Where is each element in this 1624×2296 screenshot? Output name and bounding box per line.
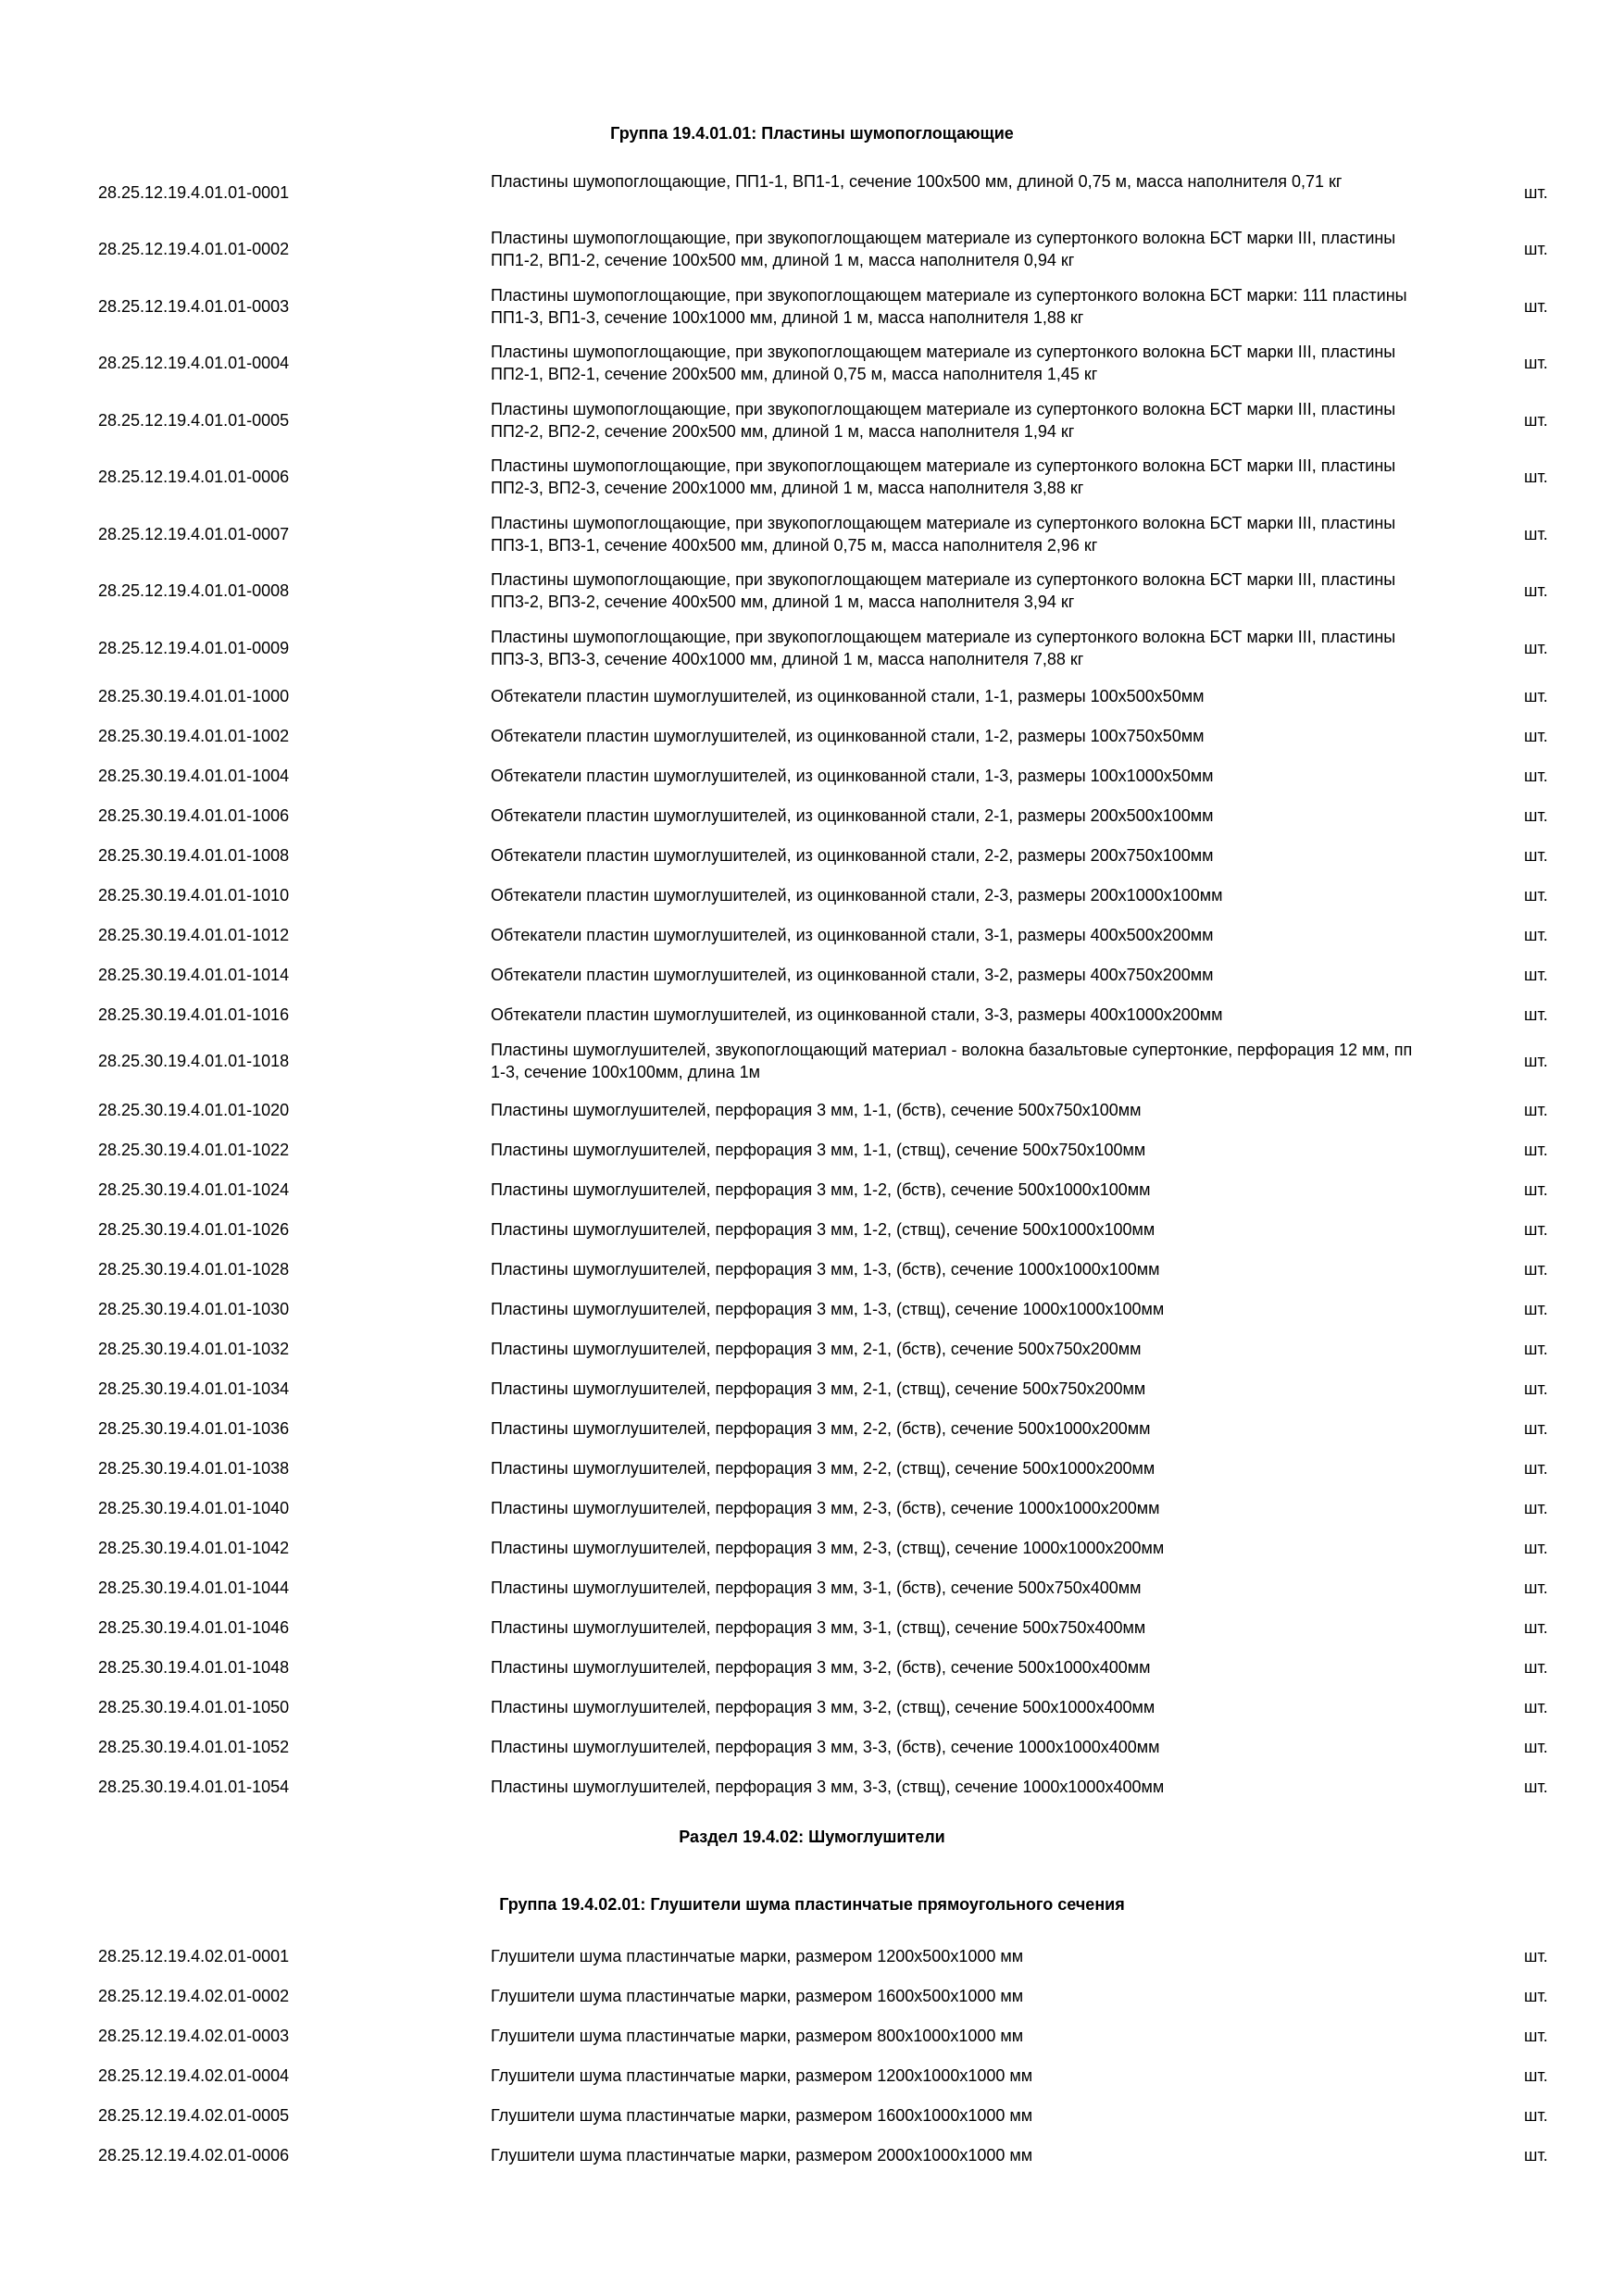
row-description: Пластины шумоглушителей, перфорация 3 мм, 2-3, (бств), сечение 1000х1000х200мм: [491, 1499, 1160, 1517]
row-unit: шт.: [1524, 687, 1548, 705]
row-code: 28.25.12.19.4.02.01-0005: [98, 2106, 290, 2125]
row-code: 28.25.30.19.4.01.01-1004: [98, 767, 290, 785]
row-unit: шт.: [1524, 411, 1548, 430]
row-description: Пластины шумоглушителей, перфорация 3 мм, 1-3, (ствщ), сечение 1000х1000х100мм: [491, 1300, 1165, 1318]
row-description: Глушители шума пластинчатые марки, размером 1200х500х1000 мм: [491, 1947, 1024, 1965]
row-unit: шт.: [1524, 354, 1548, 372]
row-description: Обтекатели пластин шумоглушителей, из оцинкованной стали, 2-3, размеры 200х1000х100мм: [491, 886, 1223, 905]
row-unit: шт.: [1524, 581, 1548, 600]
row-unit: шт.: [1524, 1260, 1548, 1279]
row-code: 28.25.30.19.4.01.01-1014: [98, 966, 290, 984]
row-code: 28.25.30.19.4.01.01-1032: [98, 1340, 290, 1358]
row-code: 28.25.12.19.4.01.01-0005: [98, 411, 290, 430]
group-title-19-4-01-01: Группа 19.4.01.01: Пластины шумопоглощающие: [610, 124, 1014, 143]
row-code: 28.25.30.19.4.01.01-1010: [98, 886, 290, 905]
row-description: Пластины шумоглушителей, перфорация 3 мм, 3-1, (ствщ), сечение 500х750х400мм: [491, 1618, 1146, 1637]
row-description: Обтекатели пластин шумоглушителей, из оцинкованной стали, 2-2, размеры 200х750х100мм: [491, 846, 1214, 865]
row-unit: шт.: [1524, 1987, 1548, 2005]
row-code: 28.25.30.19.4.01.01-1002: [98, 727, 290, 745]
row-unit: шт.: [1524, 1141, 1548, 1159]
row-description: Пластины шумоглушителей, перфорация 3 мм, 2-3, (ствщ), сечение 1000х1000х200мм: [491, 1539, 1165, 1557]
row-unit: шт.: [1524, 525, 1548, 543]
row-description: Пластины шумоглушителей, перфорация 3 мм, 1-3, (бств), сечение 1000х1000х100мм: [491, 1260, 1160, 1279]
row-description: Пластины шумоглушителей, перфорация 3 мм, 2-2, (бств), сечение 500х1000х200мм: [491, 1419, 1151, 1438]
row-unit: шт.: [1524, 183, 1548, 202]
row-unit: шт.: [1524, 1180, 1548, 1199]
row-unit: шт.: [1524, 1578, 1548, 1597]
row-unit: шт.: [1524, 1698, 1548, 1716]
row-code: 28.25.30.19.4.01.01-1016: [98, 1005, 290, 1024]
row-code: 28.25.12.19.4.01.01-0002: [98, 240, 290, 258]
row-code: 28.25.12.19.4.01.01-0004: [98, 354, 290, 372]
row-code: 28.25.12.19.4.02.01-0004: [98, 2066, 290, 2085]
row-description: Пластины шумопоглощающие, при звукопоглощающем материале из супертонкого волокна БСТ марки III, пластины ПП2-2, ВП2-2, сечение 200х500 мм, длиной 1 м, масса наполнителя 1,94 кг: [491, 400, 1396, 441]
row-code: 28.25.30.19.4.01.01-1030: [98, 1300, 290, 1318]
row-unit: шт.: [1524, 1419, 1548, 1438]
row-unit: шт.: [1524, 1340, 1548, 1358]
row-unit: шт.: [1524, 966, 1548, 984]
row-description: Обтекатели пластин шумоглушителей, из оцинкованной стали, 3-3, размеры 400х1000х200мм: [491, 1005, 1223, 1024]
row-unit: шт.: [1524, 846, 1548, 865]
row-code: 28.25.30.19.4.01.01-1038: [98, 1459, 290, 1478]
row-description: Пластины шумоглушителей, перфорация 3 мм, 2-1, (ствщ), сечение 500х750х200мм: [491, 1379, 1146, 1398]
row-code: 28.25.30.19.4.01.01-1042: [98, 1539, 290, 1557]
row-description: Глушители шума пластинчатые марки, размером 1600х500х1000 мм: [491, 1987, 1024, 2005]
row-description: Пластины шумопоглощающие, при звукопоглощающем материале из супертонкого волокна БСТ марки: 111 пластины ПП1-3, ВП1-3, сечение 100х1000 мм, длиной 1 м, масса наполнителя 1,88 кг: [491, 286, 1407, 327]
row-code: 28.25.30.19.4.01.01-1022: [98, 1141, 290, 1159]
row-description: Пластины шумоглушителей, перфорация 3 мм, 2-2, (ствщ), сечение 500х1000х200мм: [491, 1459, 1156, 1478]
row-unit: шт.: [1524, 1220, 1548, 1239]
row-code: 28.25.12.19.4.01.01-0001: [98, 183, 290, 202]
row-code: 28.25.30.19.4.01.01-1044: [98, 1578, 290, 1597]
row-unit: шт.: [1524, 1379, 1548, 1398]
row-unit: шт.: [1524, 727, 1548, 745]
row-code: 28.25.30.19.4.01.01-1006: [98, 806, 290, 825]
row-code: 28.25.30.19.4.01.01-1050: [98, 1698, 290, 1716]
row-unit: шт.: [1524, 1300, 1548, 1318]
row-code: 28.25.30.19.4.01.01-1040: [98, 1499, 290, 1517]
row-code: 28.25.30.19.4.01.01-1048: [98, 1658, 290, 1677]
row-unit: шт.: [1524, 926, 1548, 944]
row-unit: шт.: [1524, 1101, 1548, 1119]
row-code: 28.25.12.19.4.01.01-0008: [98, 581, 290, 600]
row-description: Пластины шумоглушителей, перфорация 3 мм, 1-1, (ствщ), сечение 500х750х100мм: [491, 1141, 1146, 1159]
row-description: Глушители шума пластинчатые марки, размером 1600х1000х1000 мм: [491, 2106, 1033, 2125]
section-title-19-4-02: Раздел 19.4.02: Шумоглушители: [679, 1828, 945, 1846]
row-code: 28.25.12.19.4.01.01-0009: [98, 639, 290, 657]
row-description: Глушители шума пластинчатые марки, размером 800х1000х1000 мм: [491, 2027, 1024, 2045]
row-code: 28.25.30.19.4.01.01-1008: [98, 846, 290, 865]
row-unit: шт.: [1524, 806, 1548, 825]
row-unit: шт.: [1524, 2066, 1548, 2085]
row-code: 28.25.30.19.4.01.01-1052: [98, 1738, 290, 1756]
row-description: Пластины шумоглушителей, перфорация 3 мм, 3-1, (бств), сечение 500х750х400мм: [491, 1578, 1142, 1597]
row-code: 28.25.12.19.4.02.01-0006: [98, 2146, 290, 2165]
row-description: Пластины шумопоглощающие, при звукопоглощающем материале из супертонкого волокна БСТ марки III, пластины ПП3-3, ВП3-3, сечение 400х1000 мм, длиной 1 м, масса наполнителя 7,88 кг: [491, 628, 1396, 668]
row-code: 28.25.12.19.4.01.01-0006: [98, 468, 290, 486]
row-description: Пластины шумопоглощающие, при звукопоглощающем материале из супертонкого волокна БСТ марки III, пластины ПП2-1, ВП2-1, сечение 200х500 мм, длиной 0,75 м, масса наполнителя 1,45 кг: [491, 343, 1396, 383]
row-description: Обтекатели пластин шумоглушителей, из оцинкованной стали, 3-2, размеры 400х750х200мм: [491, 966, 1214, 984]
row-description: Пластины шумоглушителей, перфорация 3 мм, 3-2, (бств), сечение 500х1000х400мм: [491, 1658, 1151, 1677]
row-code: 28.25.30.19.4.01.01-1046: [98, 1618, 290, 1637]
row-code: 28.25.30.19.4.01.01-1012: [98, 926, 290, 944]
row-description: Обтекатели пластин шумоглушителей, из оцинкованной стали, 2-1, размеры 200х500х100мм: [491, 806, 1214, 825]
row-unit: шт.: [1524, 1738, 1548, 1756]
row-unit: шт.: [1524, 240, 1548, 258]
row-code: 28.25.12.19.4.02.01-0001: [98, 1947, 290, 1965]
row-description: Пластины шумоглушителей, перфорация 3 мм, 3-3, (ствщ), сечение 1000х1000х400мм: [491, 1778, 1165, 1796]
row-description: Обтекатели пластин шумоглушителей, из оцинкованной стали, 1-3, размеры 100х1000х50мм: [491, 767, 1214, 785]
row-unit: шт.: [1524, 468, 1548, 486]
row-unit: шт.: [1524, 2106, 1548, 2125]
row-description: Пластины шумоглушителей, перфорация 3 мм, 3-2, (ствщ), сечение 500х1000х400мм: [491, 1698, 1156, 1716]
row-description: Пластины шумоглушителей, перфорация 3 мм, 1-2, (бств), сечение 500х1000х100мм: [491, 1180, 1151, 1199]
row-unit: шт.: [1524, 1459, 1548, 1478]
row-code: 28.25.30.19.4.01.01-1028: [98, 1260, 290, 1279]
row-description: Пластины шумоглушителей, перфорация 3 мм, 2-1, (бств), сечение 500х750х200мм: [491, 1340, 1142, 1358]
row-code: 28.25.30.19.4.01.01-1000: [98, 687, 290, 705]
row-unit: шт.: [1524, 1539, 1548, 1557]
row-unit: шт.: [1524, 297, 1548, 316]
row-code: 28.25.12.19.4.02.01-0002: [98, 1987, 290, 2005]
row-unit: шт.: [1524, 1499, 1548, 1517]
row-description: Обтекатели пластин шумоглушителей, из оцинкованной стали, 3-1, размеры 400х500х200мм: [491, 926, 1214, 944]
row-description: Пластины шумоглушителей, перфорация 3 мм, 1-2, (ствщ), сечение 500х1000х100мм: [491, 1220, 1156, 1239]
row-description: Обтекатели пластин шумоглушителей, из оцинкованной стали, 1-1, размеры 100х500х50мм: [491, 687, 1205, 705]
row-description: Глушители шума пластинчатые марки, размером 1200х1000х1000 мм: [491, 2066, 1033, 2085]
row-unit: шт.: [1524, 1947, 1548, 1965]
row-description: Пластины шумопоглощающие, при звукопоглощающем материале из супертонкого волокна БСТ марки III, пластины ПП3-2, ВП3-2, сечение 400х500 мм, длиной 1 м, масса наполнителя 3,94 кг: [491, 570, 1396, 611]
row-unit: шт.: [1524, 2146, 1548, 2165]
row-unit: шт.: [1524, 639, 1548, 657]
row-unit: шт.: [1524, 886, 1548, 905]
row-unit: шт.: [1524, 1658, 1548, 1677]
row-code: 28.25.30.19.4.01.01-1018: [98, 1052, 290, 1070]
row-unit: шт.: [1524, 767, 1548, 785]
row-description: Пластины шумоглушителей, звукопоглощающий материал - волокна базальтовые супертонкие, перфорация 12 мм, пп 1-3, сечение 100х100мм, длина 1м: [491, 1041, 1413, 1081]
row-code: 28.25.30.19.4.01.01-1054: [98, 1778, 290, 1796]
row-code: 28.25.12.19.4.02.01-0003: [98, 2027, 290, 2045]
row-unit: шт.: [1524, 1778, 1548, 1796]
row-code: 28.25.30.19.4.01.01-1026: [98, 1220, 290, 1239]
row-code: 28.25.12.19.4.01.01-0007: [98, 525, 290, 543]
row-unit: шт.: [1524, 1052, 1548, 1070]
row-unit: шт.: [1524, 1618, 1548, 1637]
row-description: Пластины шумопоглощающие, при звукопоглощающем материале из супертонкого волокна БСТ марки III, пластины ПП2-3, ВП2-3, сечение 200х1000 мм, длиной 1 м, масса наполнителя 3,88 кг: [491, 456, 1396, 497]
row-description: Пластины шумоглушителей, перфорация 3 мм, 1-1, (бств), сечение 500х750х100мм: [491, 1101, 1142, 1119]
row-code: 28.25.30.19.4.01.01-1036: [98, 1419, 290, 1438]
row-description: Пластины шумопоглощающие, при звукопоглощающем материале из супертонкого волокна БСТ марки III, пластины ПП3-1, ВП3-1, сечение 400х500 мм, длиной 0,75 м, масса наполнителя 2,96 кг: [491, 514, 1396, 555]
row-code: 28.25.12.19.4.01.01-0003: [98, 297, 290, 316]
row-unit: шт.: [1524, 1005, 1548, 1024]
row-code: 28.25.30.19.4.01.01-1024: [98, 1180, 290, 1199]
row-description: Пластины шумопоглощающие, при звукопоглощающем материале из супертонкого волокна БСТ марки III, пластины ПП1-2, ВП1-2, сечение 100х500 мм, длиной 1 м, масса наполнителя 0,94 кг: [491, 229, 1396, 269]
row-code: 28.25.30.19.4.01.01-1034: [98, 1379, 290, 1398]
row-description: Пластины шумопоглощающие, ПП1-1, ВП1-1, сечение 100х500 мм, длиной 0,75 м, масса наполнителя 0,71 кг: [491, 172, 1343, 191]
row-description: Обтекатели пластин шумоглушителей, из оцинкованной стали, 1-2, размеры 100х750х50мм: [491, 727, 1205, 745]
row-unit: шт.: [1524, 2027, 1548, 2045]
group-title-19-4-02-01: Группа 19.4.02.01: Глушители шума пластинчатые прямоугольного сечения: [499, 1895, 1125, 1914]
row-description: Глушители шума пластинчатые марки, размером 2000х1000х1000 мм: [491, 2146, 1033, 2165]
row-description: Пластины шумоглушителей, перфорация 3 мм, 3-3, (бств), сечение 1000х1000х400мм: [491, 1738, 1160, 1756]
row-code: 28.25.30.19.4.01.01-1020: [98, 1101, 290, 1119]
